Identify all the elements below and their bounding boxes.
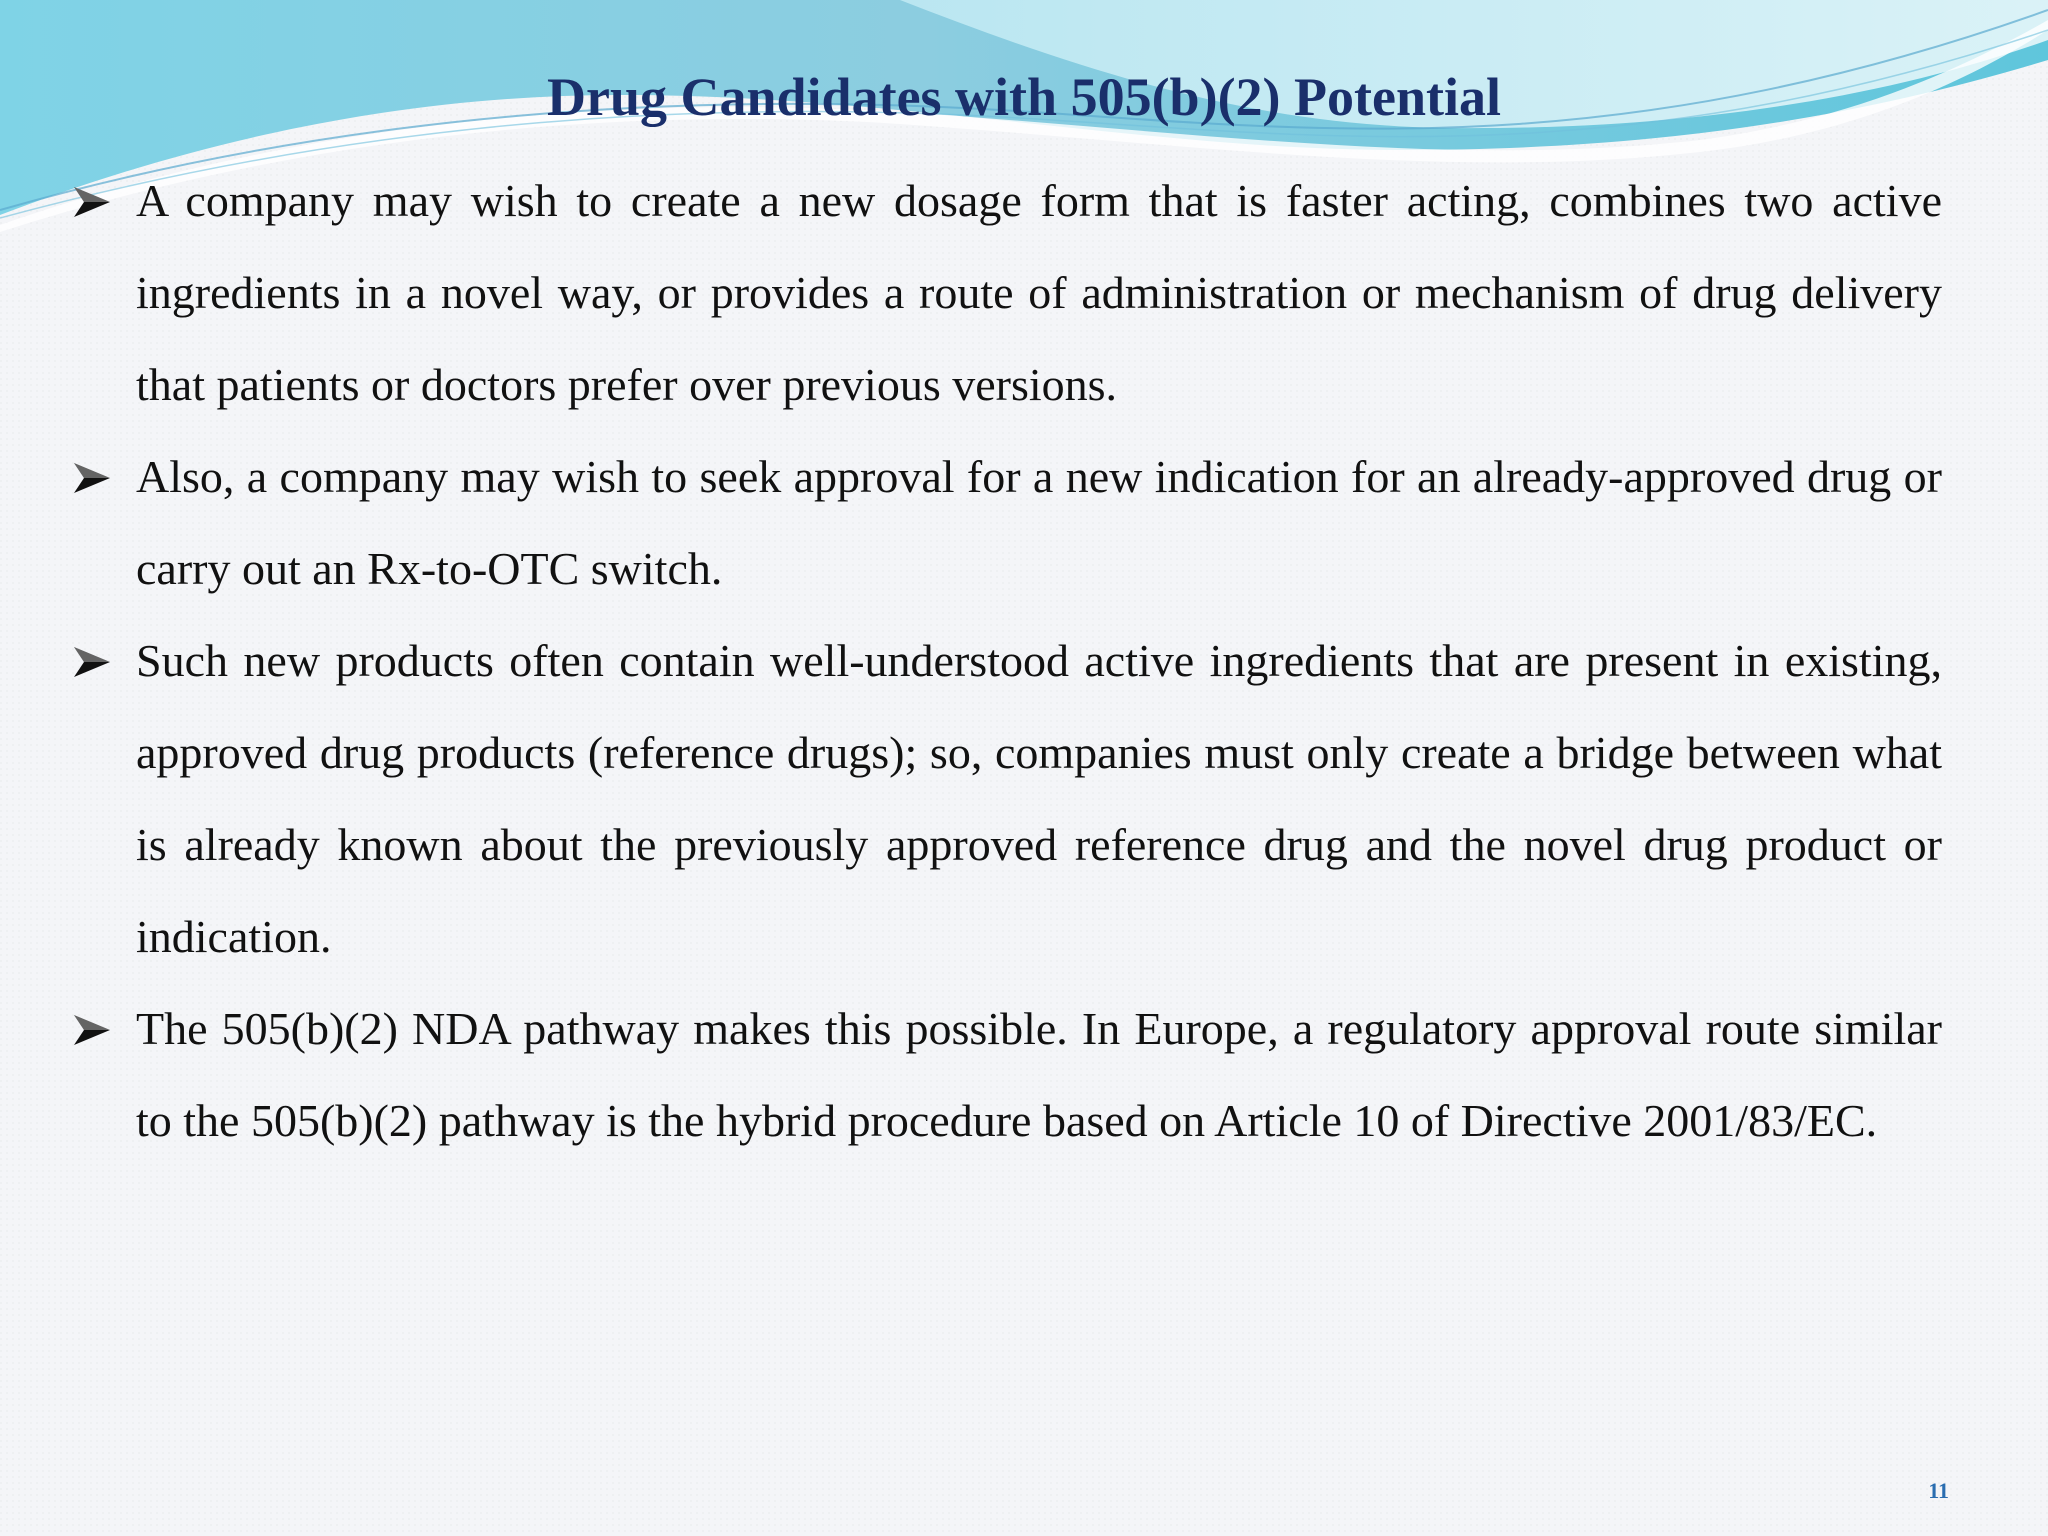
bullet-list [68, 155, 1942, 1167]
slide-title: Drug Candidates with 505(b)(2) Potential [547, 67, 1501, 127]
bullet-item [68, 155, 1942, 431]
bullet-text: Also, a company may wish to seek approval for a new indication for an already-approved drug or carry out an Rx-to-OTC switch. [136, 451, 1942, 594]
bullet-item [68, 983, 1942, 1167]
bullet-text: Such new products often contain well-understood active ingredients that are present in existing, approved drug products (reference drugs); so, companies must only create a bridge between what is already known about the previously approved reference drug and the novel drug product or indication. [136, 635, 1942, 962]
bullet-text: The 505(b)(2) NDA pathway makes this possible. In Europe, a regulatory approval route similar to the 505(b)(2) pathway is the hybrid procedure based on Article 10 of Directive 2001/83/EC. [136, 1003, 1942, 1146]
arrowhead-bullet-icon [72, 461, 112, 495]
bullet-text: A company may wish to create a new dosage form that is faster acting, combines two active ingredients in a novel way, or provides a route of administration or mechanism of drug delivery that patients or doctors prefer over previous versions. [136, 175, 1942, 410]
arrowhead-bullet-icon [72, 185, 112, 219]
arrowhead-bullet-icon [72, 645, 112, 679]
arrowhead-bullet-icon [72, 1013, 112, 1047]
bullet-item [68, 615, 1942, 983]
page-number: 11 [1928, 1478, 1949, 1503]
bullet-item [68, 431, 1942, 615]
